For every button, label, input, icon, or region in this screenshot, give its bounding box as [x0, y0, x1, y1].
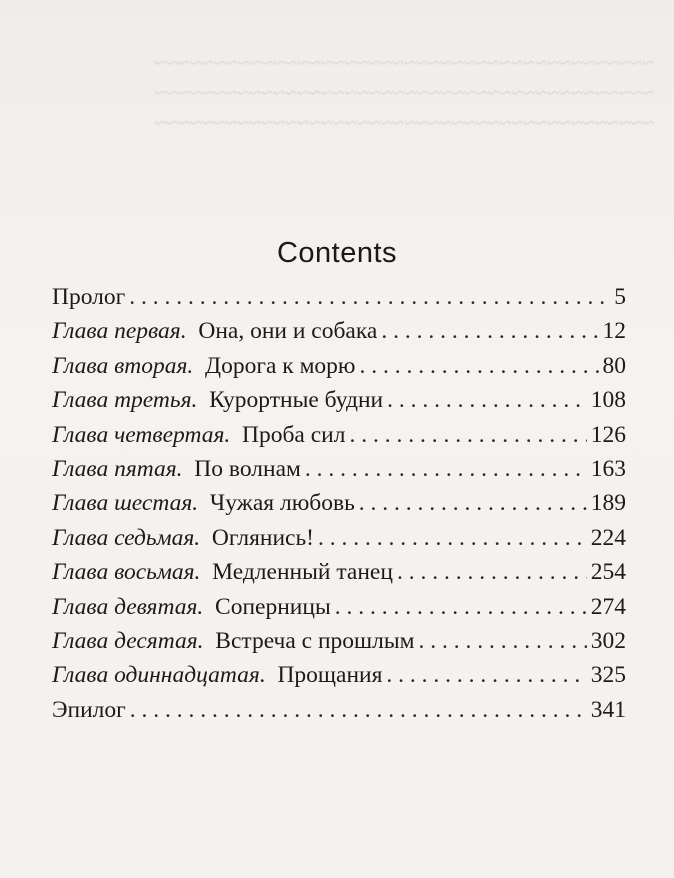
toc-entry-title: Встреча с прошлым	[215, 627, 415, 654]
toc-entry-chapter: Глава шестая.	[52, 490, 199, 517]
dot-leader	[305, 456, 587, 483]
dot-leader	[335, 594, 587, 621]
dot-leader	[349, 422, 586, 449]
dot-leader	[386, 662, 586, 689]
toc-entry-chapter: Глава десятая.	[52, 627, 204, 654]
toc-entry-epilogue	[52, 697, 626, 731]
toc-entry-title: По волнам	[194, 455, 301, 482]
toc-entry-page: 224	[590, 524, 626, 551]
toc-entry-chapter: Глава четвертая.	[52, 421, 231, 448]
toc-entry-chapter: Глава третья.	[52, 387, 198, 414]
toc-entry-page: 325	[590, 662, 626, 689]
toc-entry-page: 189	[590, 490, 626, 517]
toc-entry-title: Прощания	[277, 662, 383, 689]
toc-entry-chapter-1	[52, 318, 626, 352]
dot-leader	[318, 525, 587, 552]
dot-leader	[387, 387, 587, 414]
toc-entry-chapter: Глава восьмая.	[52, 559, 201, 586]
toc-entry-page: 254	[590, 559, 626, 586]
dot-leader	[381, 318, 598, 345]
contents-heading: Contents	[276, 237, 398, 269]
toc-entry-chapter: Глава седьмая.	[52, 524, 201, 551]
toc-entry-chapter-7	[52, 525, 626, 559]
toc-entry-chapter-2	[52, 353, 626, 387]
dot-leader	[129, 284, 610, 311]
toc-entry-page: 80	[602, 352, 626, 379]
toc-entry-title: Пролог	[52, 284, 126, 310]
toc-entry-page: 108	[590, 387, 626, 414]
toc-entry-chapter-9	[52, 594, 626, 628]
toc-entry-page: 12	[602, 318, 626, 345]
toc-entry-chapter-10	[52, 628, 626, 662]
toc-entry-chapter-6	[52, 490, 626, 524]
dot-leader	[130, 697, 587, 724]
dot-leader	[359, 490, 587, 517]
show-through-text-texture: ~~~~~~~~~~~~~~~~~~~~~~~~~~~~~~~~~~~~~~~~~~ ~~~~~~~~~~~~~~~~~~~~~~~~~~~~~~~~~~~~~~~~~~ ~~~~~~~~~~~~~~~~~~~~~~~~~~~~~~~~~~~~~~~~~~	[154, 50, 654, 135]
toc-entry-chapter: Глава девятая.	[52, 593, 204, 620]
toc-entry-chapter: Глава пятая.	[52, 455, 183, 482]
toc-entry-title: Оглянись!	[211, 524, 314, 551]
toc-entry-chapter: Глава первая.	[52, 318, 187, 345]
toc-entry-title: Эпилог	[52, 696, 126, 723]
toc-entry-page: 302	[590, 627, 626, 654]
toc-entry-title: Она, они и собака	[198, 318, 378, 345]
toc-entry-title: Медленный танец	[212, 559, 393, 586]
toc-entry-chapter-4	[52, 422, 626, 456]
dot-leader	[397, 559, 587, 586]
toc-entry-title: Соперницы	[215, 593, 331, 620]
toc-entry-chapter-5	[52, 456, 626, 490]
toc-entry-page: 341	[590, 696, 626, 723]
toc-entry-title: Дорога к морю	[205, 352, 356, 379]
toc-entry-page: 274	[590, 593, 626, 620]
dot-leader	[360, 353, 599, 380]
toc-entry-title: Проба сил	[242, 421, 346, 448]
toc-entry-chapter: Глава одиннадцатая.	[52, 662, 266, 689]
toc-entry-prologue	[52, 284, 626, 318]
dot-leader	[419, 628, 587, 655]
toc-entry-chapter: Глава вторая.	[52, 352, 194, 379]
table-of-contents	[52, 284, 626, 731]
toc-entry-chapter-8	[52, 559, 626, 593]
toc-entry-chapter-3	[52, 387, 626, 421]
toc-entry-chapter-11	[52, 662, 626, 696]
toc-entry-title: Курортные будни	[209, 387, 384, 414]
toc-entry-page: 126	[590, 421, 626, 448]
toc-entry-title: Чужая любовь	[209, 490, 355, 517]
toc-entry-page: 163	[590, 455, 626, 482]
toc-entry-page: 5	[614, 284, 626, 310]
